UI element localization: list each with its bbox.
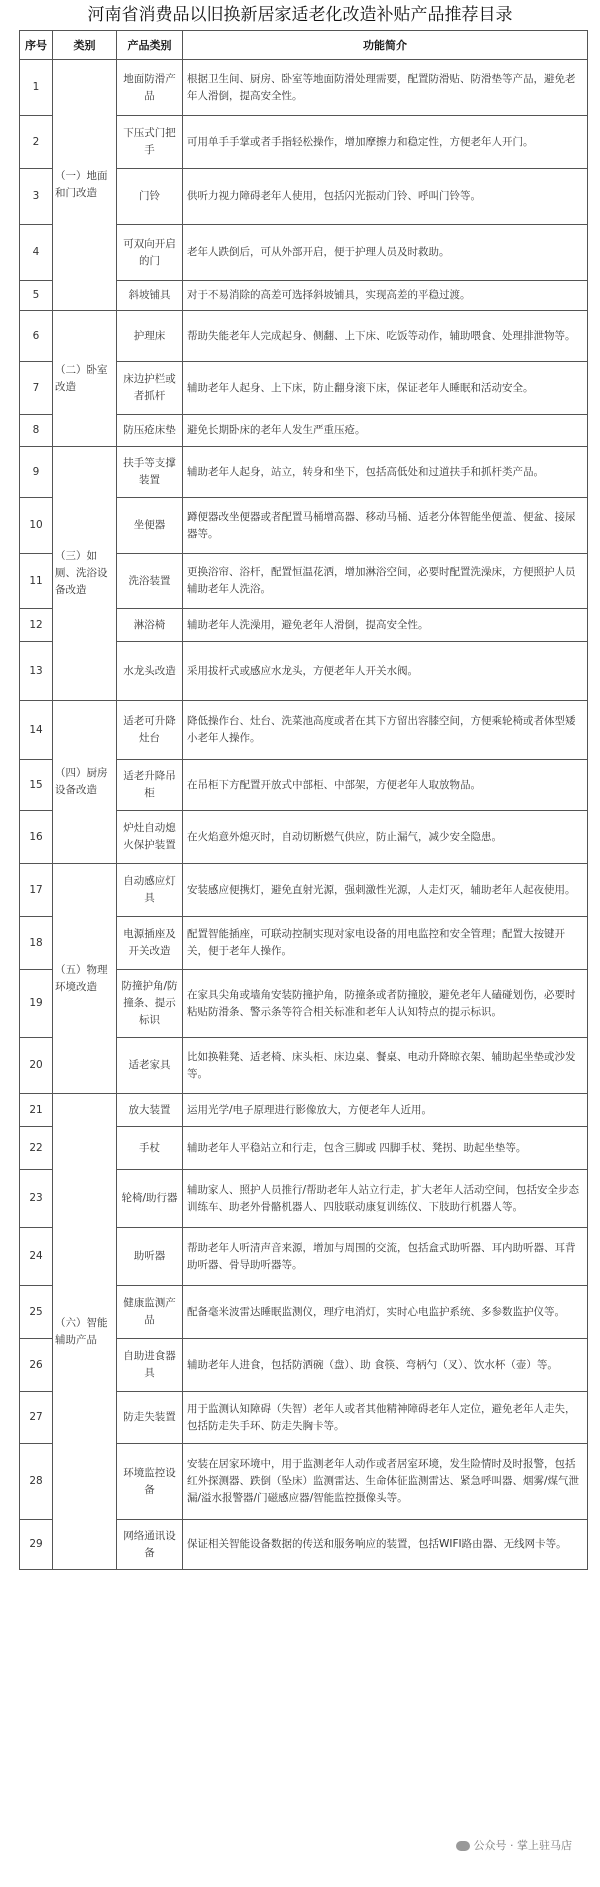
row-product: 地面防滑产品	[117, 60, 183, 116]
table-row	[20, 864, 588, 917]
row-product: 轮椅/助行器	[117, 1170, 183, 1228]
row-function: 安装在居家环境中，用于监测老年人动作或者居室环境，发生险情时及时报警，包括红外探测器、跌倒（坠床）监测雷达、生命体征监测雷达、紧急呼叫器、烟雾/煤气泄漏/溢水报警器/门磁感应器/智能监控摄像头等。	[183, 1444, 588, 1520]
row-product: 防撞护角/防撞条、提示标识	[117, 970, 183, 1038]
row-product: 健康监测产品	[117, 1286, 183, 1339]
row-product: 可双向开启的门	[117, 225, 183, 281]
document-title: 河南省消费品以旧换新居家适老化改造补贴产品推荐目录	[87, 5, 513, 25]
row-number: 10	[20, 498, 53, 554]
watermark	[456, 1837, 573, 1853]
wechat-icon	[456, 1841, 470, 1851]
row-number: 24	[20, 1228, 53, 1286]
row-number: 23	[20, 1170, 53, 1228]
row-function: 保证相关智能设备数据的传送和服务响应的装置，包括WIFI路由器、无线网卡等。	[183, 1520, 588, 1570]
row-function: 辅助老年人起身，站立，转身和坐下，包括高低处和过道扶手和抓杆类产品。	[183, 447, 588, 498]
row-number: 29	[20, 1520, 53, 1570]
table-row	[20, 311, 588, 362]
row-product: 坐便器	[117, 498, 183, 554]
row-function: 辅助老年人进食，包括防洒碗（盘）、助 食筷、弯柄勺（叉）、饮水杯（壶）等。	[183, 1339, 588, 1392]
row-function: 对于不易消除的高差可选择斜坡铺具，实现高差的平稳过渡。	[183, 281, 588, 311]
row-number: 5	[20, 281, 53, 311]
row-product: 网络通讯设备	[117, 1520, 183, 1570]
row-function: 帮助失能老年人完成起身、侧翻、上下床、吃饭等动作，辅助喂食、处理排泄物等。	[183, 311, 588, 362]
row-category: （一）地面和门改造	[53, 60, 117, 311]
row-category: （三）如厕、洗浴设备改造	[53, 447, 117, 701]
row-number: 3	[20, 169, 53, 225]
row-function: 避免长期卧床的老年人发生严重压疮。	[183, 415, 588, 447]
row-product: 放大装置	[117, 1094, 183, 1127]
product-table	[19, 30, 588, 1570]
row-category: （六）智能辅助产品	[53, 1094, 117, 1570]
row-function: 用于监测认知障碍（失智）老年人或者其他精神障碍老年人定位，避免老年人走失，包括防走失手环、防走失胸卡等。	[183, 1392, 588, 1444]
row-product: 防压疮床垫	[117, 415, 183, 447]
row-product: 床边护栏或者抓杆	[117, 362, 183, 415]
row-function: 供听力视力障碍老年人使用，包括闪光振动门铃、呼叫门铃等。	[183, 169, 588, 225]
row-number: 2	[20, 116, 53, 169]
row-function: 辅助老年人起身、上下床，防止翻身滚下床，保证老年人睡眠和活动安全。	[183, 362, 588, 415]
row-function: 比如换鞋凳、适老椅、床头柜、床边桌、餐桌、电动升降晾衣架、辅助起坐垫或沙发等。	[183, 1038, 588, 1094]
row-product: 自动感应灯具	[117, 864, 183, 917]
row-number: 19	[20, 970, 53, 1038]
table-row	[20, 60, 588, 116]
row-product: 防走失装置	[117, 1392, 183, 1444]
table-row	[20, 1094, 588, 1127]
row-number: 27	[20, 1392, 53, 1444]
row-function: 配备毫米波雷达睡眠监测仪，理疗电消灯，实时心电监护系统、多参数监护仪等。	[183, 1286, 588, 1339]
row-function: 可用单手手掌或者手指轻松操作，增加摩擦力和稳定性，方便老年人开门。	[183, 116, 588, 169]
row-product: 下压式门把手	[117, 116, 183, 169]
watermark-text: 公众号 · 掌上驻马店	[473, 1839, 572, 1852]
row-product: 护理床	[117, 311, 183, 362]
row-function: 辅助老年人洗澡用，避免老年人滑倒，提高安全性。	[183, 609, 588, 642]
header-category: 类别	[53, 31, 117, 60]
row-number: 7	[20, 362, 53, 415]
row-number: 15	[20, 760, 53, 811]
row-number: 18	[20, 917, 53, 970]
header-no: 序号	[20, 31, 53, 60]
row-number: 12	[20, 609, 53, 642]
row-number: 28	[20, 1444, 53, 1520]
row-number: 26	[20, 1339, 53, 1392]
table-row	[20, 701, 588, 760]
row-number: 22	[20, 1127, 53, 1170]
row-function: 采用拔杆式或感应水龙头，方便老年人开关水阀。	[183, 642, 588, 701]
row-function: 运用光学/电子原理进行影像放大，方便老年人近用。	[183, 1094, 588, 1127]
row-function: 配置智能插座，可联动控制实现对家电设备的用电监控和安全管理；配置大按键开关，便于老年人操作。	[183, 917, 588, 970]
row-product: 助听器	[117, 1228, 183, 1286]
row-product: 洗浴装置	[117, 554, 183, 609]
row-category: （五）物理环境改造	[53, 864, 117, 1094]
row-function: 蹲便器改坐便器或者配置马桶增高器、移动马桶、适老分体智能坐便盖、便盆、接尿器等。	[183, 498, 588, 554]
row-product: 电源插座及开关改造	[117, 917, 183, 970]
row-product: 淋浴椅	[117, 609, 183, 642]
row-function: 在家具尖角或墙角安装防撞护角，防撞条或者防撞胶，避免老年人磕碰划伤，必要时粘贴防滑条、警示条等符合相关标准和老年人认知特点的提示标识。	[183, 970, 588, 1038]
row-product: 适老家具	[117, 1038, 183, 1094]
row-product: 自助进食器具	[117, 1339, 183, 1392]
row-product: 炉灶自动熄火保护装置	[117, 811, 183, 864]
row-function: 降低操作台、灶台、洗菜池高度或者在其下方留出容膝空间，方便乘轮椅或者体型矮小老年人操作。	[183, 701, 588, 760]
row-function: 帮助老年人听清声音来源，增加与周围的交流，包括盒式助听器、耳内助听器、耳背助听器、骨导助听器等。	[183, 1228, 588, 1286]
row-number: 25	[20, 1286, 53, 1339]
row-function: 辅助家人、照护人员推行/帮助老年人站立行走，扩大老年人活动空间，包括安全步态训练车、助老外骨骼机器人、四肢联动康复训练仪、下肢助行机器人等。	[183, 1170, 588, 1228]
row-category: （四）厨房设备改造	[53, 701, 117, 864]
row-function: 根据卫生间、厨房、卧室等地面防滑处理需要，配置防滑贴、防滑垫等产品，避免老年人滑倒，提高安全性。	[183, 60, 588, 116]
row-number: 8	[20, 415, 53, 447]
row-function: 老年人跌倒后，可从外部开启，便于护理人员及时救助。	[183, 225, 588, 281]
row-number: 14	[20, 701, 53, 760]
row-number: 11	[20, 554, 53, 609]
row-function: 安装感应便携灯，避免直射光源，强刺激性光源，人走灯灭，辅助老年人起夜使用。	[183, 864, 588, 917]
row-product: 扶手等支撑装置	[117, 447, 183, 498]
table-row	[20, 447, 588, 498]
row-number: 17	[20, 864, 53, 917]
row-function: 在吊柜下方配置开放式中部柜、中部架，方便老年人取放物品。	[183, 760, 588, 811]
row-number: 13	[20, 642, 53, 701]
row-product: 手杖	[117, 1127, 183, 1170]
row-product: 适老升降吊柜	[117, 760, 183, 811]
row-function: 辅助老年人平稳站立和行走，包含三脚或 四脚手杖、凳拐、助起坐垫等。	[183, 1127, 588, 1170]
header-product: 产品类别	[117, 31, 183, 60]
row-product: 适老可升降灶台	[117, 701, 183, 760]
header-function: 功能简介	[183, 31, 588, 60]
row-product: 斜坡铺具	[117, 281, 183, 311]
row-number: 20	[20, 1038, 53, 1094]
row-number: 21	[20, 1094, 53, 1127]
row-function: 在火焰意外熄灭时，自动切断燃气供应，防止漏气，减少安全隐患。	[183, 811, 588, 864]
table-header-row	[20, 31, 588, 60]
row-function: 更换浴帘、浴杆，配置恒温花洒，增加淋浴空间，必要时配置洗澡床，方便照护人员辅助老年人洗浴。	[183, 554, 588, 609]
row-number: 6	[20, 311, 53, 362]
row-number: 9	[20, 447, 53, 498]
row-product: 门铃	[117, 169, 183, 225]
row-number: 1	[20, 60, 53, 116]
row-number: 16	[20, 811, 53, 864]
row-product: 水龙头改造	[117, 642, 183, 701]
row-number: 4	[20, 225, 53, 281]
row-product: 环境监控设备	[117, 1444, 183, 1520]
row-category: （二）卧室改造	[53, 311, 117, 447]
